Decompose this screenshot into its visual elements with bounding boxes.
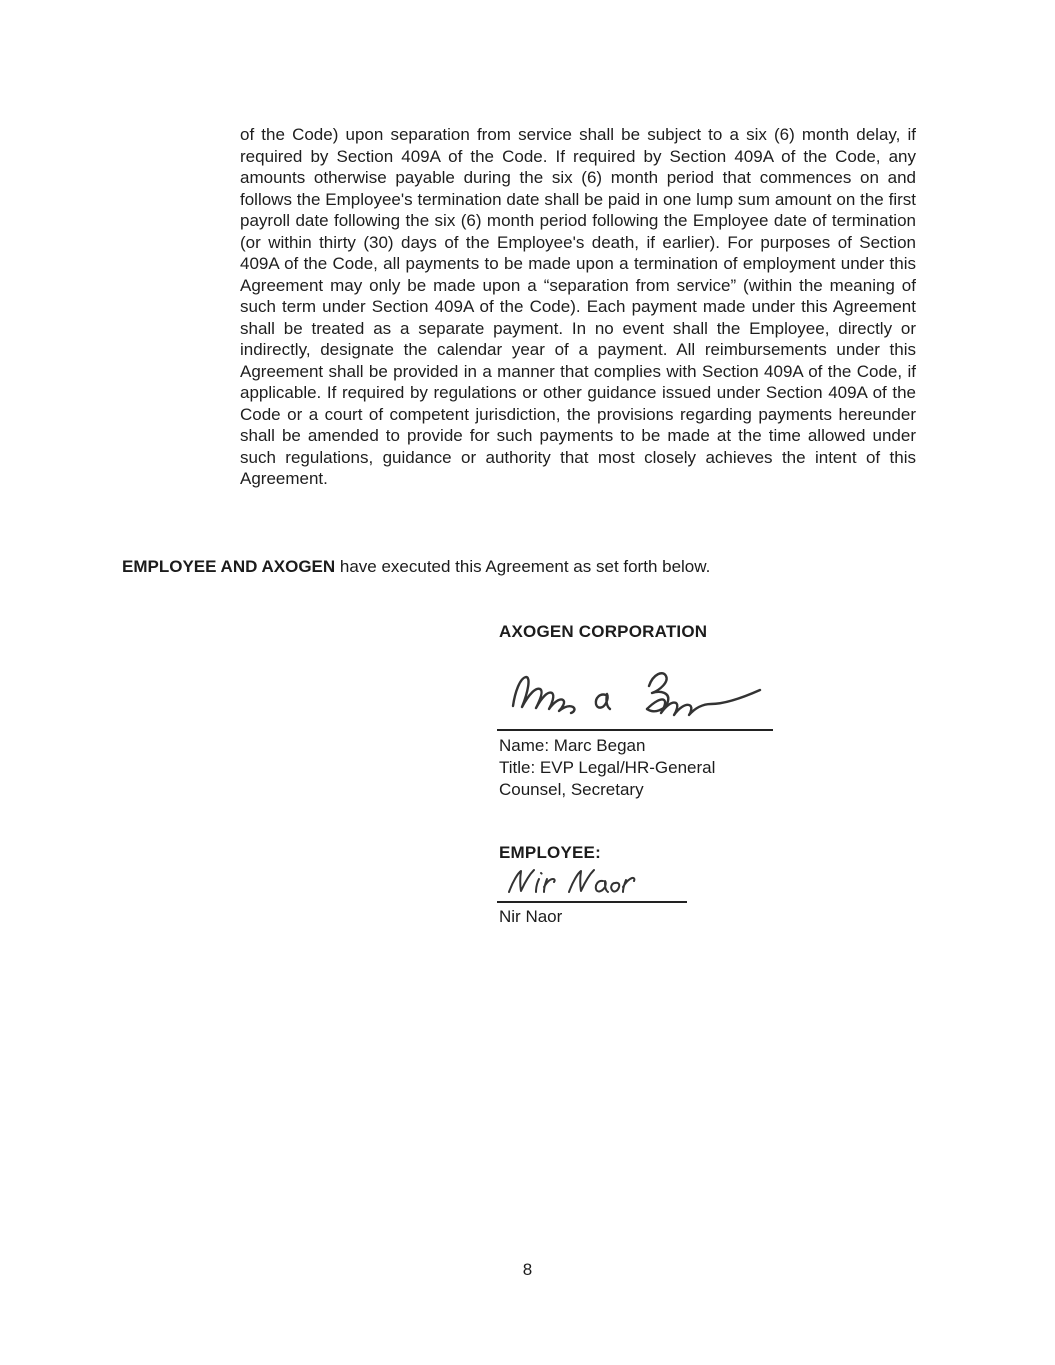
employee-signature-image — [503, 864, 651, 900]
execution-statement — [122, 556, 862, 578]
company-signatory-title-line2: Counsel, Secretary — [499, 779, 644, 799]
body-paragraph: of the Code) upon separation from service shall be subject to a six (6) month delay, if required by Section 409A of the Code. If required by Section 409A of the Code, any amounts otherwise payable during the six (6) month period that commences on and follows the Employee's termination date shall be paid in one lump sum amount on the first payroll date following the six (6) month period following the Employee date of termination (or within thirty (30) days of the Employee's death, if earlier). For purposes of Section 409A of the Code, all payments to be made upon a termination of employment under this Agreement may only be made upon a “separation from service” (within the meaning of such term under Section 409A of the Code). Each payment made under this Agreement shall be treated as a separate payment. In no event shall the Employee, directly or indirectly, designate the calendar year of a payment. All reimbursements under this Agreement shall be provided in a manner that complies with Section 409A of the Code, if applicable. If required by regulations or other guidance issued under Section 409A of the Code or a court of competent jurisdiction, the provisions regarding payments hereunder shall be amended to provide for such payments to be made at the time allowed under such regulations, guidance or authority that most closely achieves the intent of this Agreement. — [240, 125, 916, 488]
execution-statement-rest: have executed this Agreement as set forth below. — [335, 557, 711, 576]
page-number: 8 — [522, 1260, 533, 1279]
company-signatory-name: Name: Marc Began — [499, 736, 646, 755]
company-signature-line — [497, 729, 773, 731]
employee-signature-line — [497, 901, 687, 903]
execution-statement-bold-lead: EMPLOYEE AND AXOGEN — [122, 557, 336, 576]
employee-printed-name: Nir Naor — [499, 907, 563, 926]
company-signatory-details — [499, 735, 789, 800]
employee-heading: EMPLOYEE: — [499, 843, 601, 862]
company-signature-image — [503, 662, 771, 722]
company-heading: AXOGEN CORPORATION — [499, 622, 708, 641]
company-signatory-title-line1: Title: EVP Legal/HR-General — [499, 757, 716, 777]
